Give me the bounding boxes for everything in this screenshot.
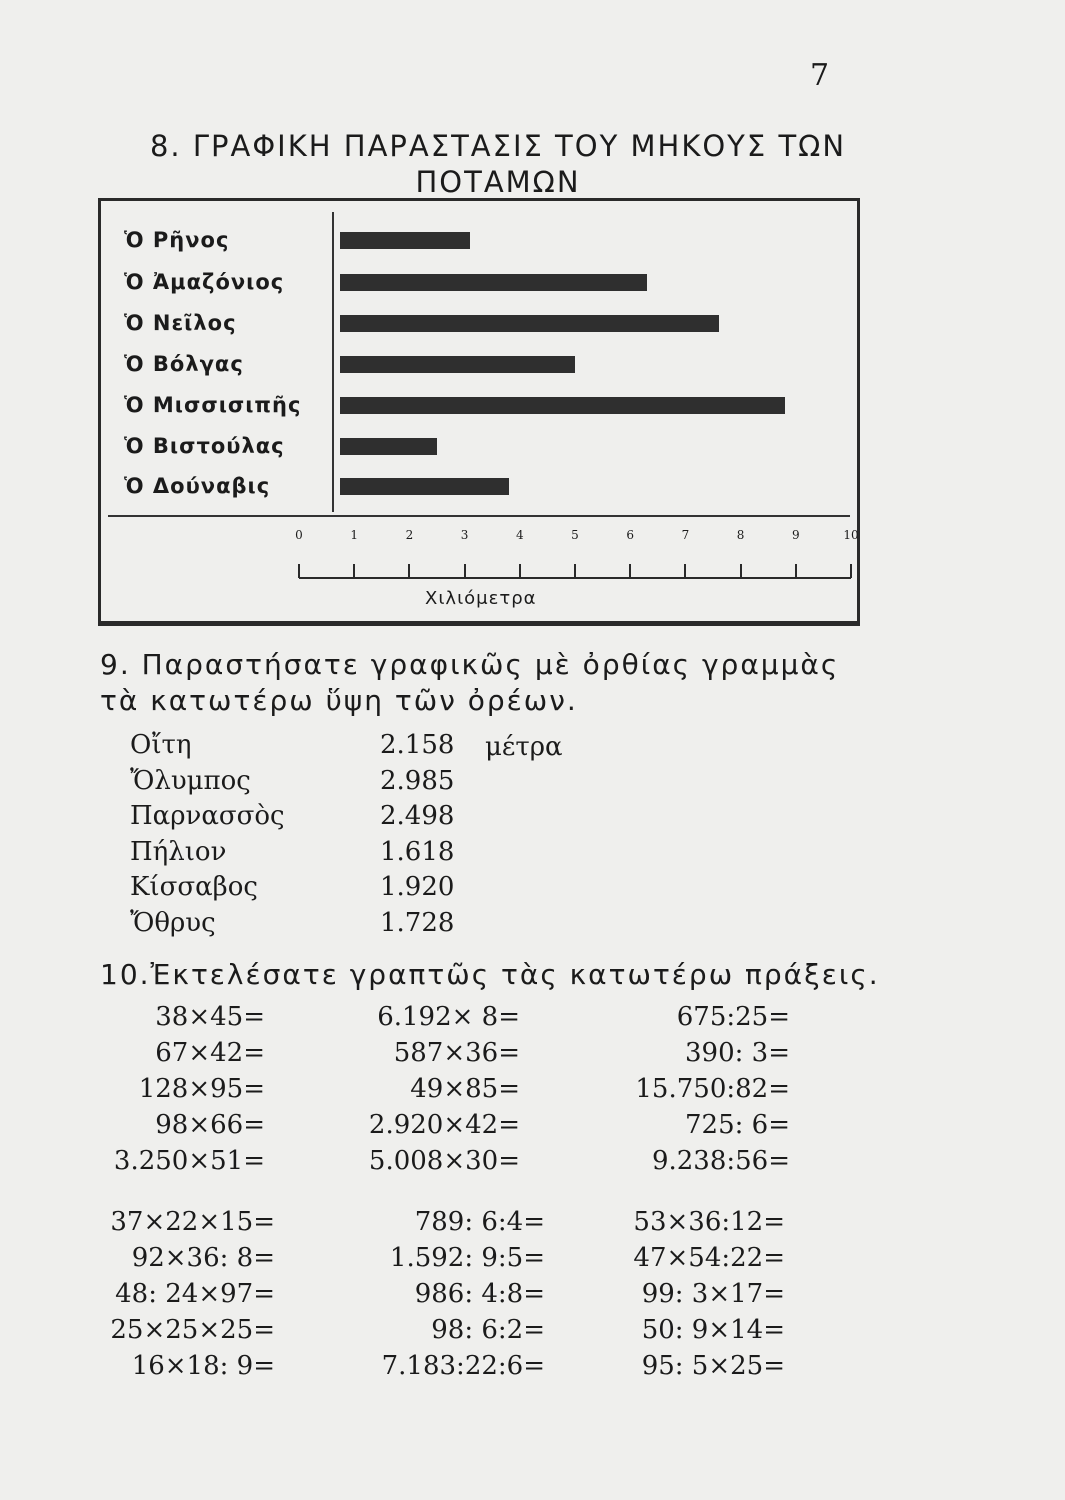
x-tick-label: 6 xyxy=(626,528,635,542)
arithmetic-exercise: 47×54:22= xyxy=(633,1243,785,1273)
mountain-name: Κίσσαβος xyxy=(130,872,258,902)
x-tick-mark xyxy=(629,564,631,578)
x-tick-label: 2 xyxy=(405,528,414,542)
arithmetic-exercise: 9.238:56= xyxy=(651,1146,790,1176)
arithmetic-exercise: 50: 9×14= xyxy=(641,1315,785,1345)
x-tick-label: 3 xyxy=(460,528,469,542)
x-tick-mark xyxy=(519,564,521,578)
x-tick-mark xyxy=(684,564,686,578)
chart-bar xyxy=(340,438,437,455)
chart-category-label: Ὁ Ἀμαζόνιος xyxy=(124,270,285,294)
arithmetic-exercise: 38×45= xyxy=(155,1002,265,1032)
x-tick-label: 0 xyxy=(295,528,303,542)
mountain-height: 1.920 xyxy=(380,872,455,902)
chart-category-label: Ὁ Νεῖλος xyxy=(124,311,237,335)
arithmetic-exercise: 16×18: 9= xyxy=(131,1351,275,1381)
chart-category-label: Ὁ Βιστούλας xyxy=(124,434,285,458)
arithmetic-exercise: 2.920×42= xyxy=(368,1110,520,1140)
arithmetic-exercise: 99: 3×17= xyxy=(641,1279,785,1309)
x-tick-mark xyxy=(574,564,576,578)
x-tick-label: 4 xyxy=(515,528,524,542)
section-10-title: 10.Ἐκτελέσατε γραπτῶς τὰς κατωτέρω πράξεις. xyxy=(100,958,880,991)
chart-bar xyxy=(340,315,719,332)
mountain-height: 1.618 xyxy=(380,836,455,867)
arithmetic-exercise: 986: 4:8= xyxy=(414,1279,545,1309)
arithmetic-exercise: 67×42= xyxy=(155,1038,265,1068)
x-axis-line xyxy=(299,577,851,579)
arithmetic-exercise: 725: 6= xyxy=(685,1110,790,1140)
x-tick-mark xyxy=(298,564,300,578)
mountain-name: Ὄλυμπος xyxy=(130,765,251,796)
x-tick-mark xyxy=(795,564,797,578)
chart-category-label: Ὁ Ρῆνος xyxy=(124,228,230,252)
mountain-name: Ὄθρυς xyxy=(130,907,216,938)
x-tick-label: 9 xyxy=(791,528,800,542)
section-9-line2: τὰ κατωτέρω ὕψη τῶν ὀρέων. xyxy=(100,684,578,717)
x-tick-mark xyxy=(464,564,466,578)
x-tick-label: 10 xyxy=(843,528,859,542)
arithmetic-exercise: 25×25×25= xyxy=(110,1315,275,1345)
x-tick-label: 5 xyxy=(571,528,579,542)
chart-category-label: Ὁ Δούναβις xyxy=(124,474,271,498)
height-unit: μέτρα xyxy=(485,732,563,762)
mountain-name: Οἴτη xyxy=(130,730,192,760)
arithmetic-exercise: 390: 3= xyxy=(685,1038,790,1068)
arithmetic-exercise: 53×36:12= xyxy=(633,1207,785,1237)
section-8-title xyxy=(118,128,878,200)
arithmetic-exercise: 37×22×15= xyxy=(110,1207,275,1237)
x-tick-mark xyxy=(408,564,410,578)
arithmetic-exercise: 98×66= xyxy=(155,1110,265,1140)
chart-bar xyxy=(340,232,470,249)
mountain-name: Πήλιον xyxy=(130,836,227,867)
chart-bar xyxy=(340,356,575,373)
mountain-height: 2.498 xyxy=(380,801,455,831)
x-tick-label: 7 xyxy=(681,528,690,542)
arithmetic-exercise: 5.008×30= xyxy=(368,1146,520,1176)
x-tick-mark xyxy=(740,564,742,578)
arithmetic-exercise: 98: 6:2= xyxy=(431,1315,545,1345)
section-9-line1: 9. Παραστήσατε γραφικῶς μὲ ὀρθίας γραμμὰς xyxy=(100,648,840,681)
x-tick-mark xyxy=(850,564,852,578)
x-axis-label: Χιλιόμετρα xyxy=(425,588,537,609)
mountain-height: 1.728 xyxy=(380,907,455,938)
arithmetic-exercise: 6.192× 8= xyxy=(377,1002,520,1032)
chart-bar xyxy=(340,478,509,495)
arithmetic-exercise: 587×36= xyxy=(393,1038,520,1068)
arithmetic-exercise: 675:25= xyxy=(676,1002,790,1032)
arithmetic-exercise: 92×36: 8= xyxy=(131,1243,275,1273)
chart-category-label: Ὁ Μισσισιπῆς xyxy=(124,393,302,417)
chart-label-divider xyxy=(332,212,334,512)
arithmetic-exercise: 49×85= xyxy=(410,1074,520,1104)
x-tick-label: 8 xyxy=(736,528,745,542)
mountain-height: 2.158 xyxy=(380,730,455,760)
arithmetic-exercise: 15.750:82= xyxy=(635,1074,790,1104)
arithmetic-exercise: 128×95= xyxy=(138,1074,265,1104)
x-tick-mark xyxy=(353,564,355,578)
chart-bar xyxy=(340,397,785,414)
arithmetic-exercise: 48: 24×97= xyxy=(115,1279,275,1309)
section-8-title-line2: ΠΟΤΑΜΩΝ xyxy=(415,165,581,199)
x-tick-label: 1 xyxy=(350,528,359,542)
chart-category-label: Ὁ Βόλγας xyxy=(124,352,244,376)
arithmetic-exercise: 789: 6:4= xyxy=(414,1207,545,1237)
mountain-height: 2.985 xyxy=(380,765,455,796)
chart-axis-divider xyxy=(108,515,850,517)
section-8-title-line1: 8. ΓΡΑΦΙΚΗ ΠΑΡΑΣΤΑΣΙΣ ΤΟΥ ΜΗΚΟΥΣ ΤΩΝ xyxy=(149,129,847,163)
arithmetic-exercise: 3.250×51= xyxy=(113,1146,265,1176)
arithmetic-exercise: 7.183:22:6= xyxy=(381,1351,545,1381)
arithmetic-exercise: 1.592: 9:5= xyxy=(389,1243,545,1273)
chart-bar xyxy=(340,274,647,291)
mountain-name: Παρνασσὸς xyxy=(130,801,285,831)
page-number: 7 xyxy=(810,58,830,93)
arithmetic-exercise: 95: 5×25= xyxy=(641,1351,785,1381)
